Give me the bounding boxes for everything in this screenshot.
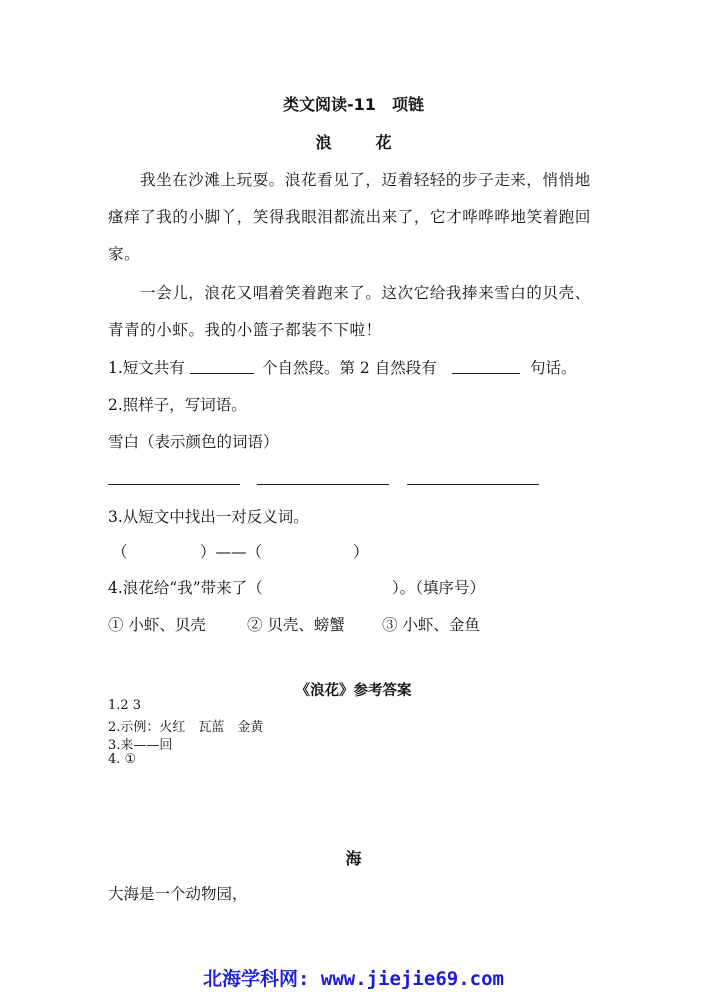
answer-line: 3.来——回	[108, 738, 173, 753]
q4-option-3[interactable]: ③ 小虾、金鱼	[382, 616, 480, 634]
passage-line: 青青的小虾。我的小篮子都装不下啦！	[108, 321, 382, 339]
q3-close-paren: ）	[353, 543, 369, 561]
q2-blank-1[interactable]	[108, 484, 240, 485]
article-title: 浪 花	[315, 133, 406, 152]
q1-part3: 句话。	[530, 359, 577, 377]
footer-watermark[interactable]: 北海学科网: www.jiejie69.com	[203, 968, 504, 990]
passage-line: 瘙痒了我的小脚丫，笑得我眼泪都流出来了，它才哗哗哗地笑着跑回	[108, 208, 592, 226]
q1-part1: 1.短文共有	[108, 359, 185, 377]
next-article-title: 海	[345, 849, 362, 868]
answer-line: 2.示例：火红 瓦蓝 金黄	[108, 720, 264, 735]
answers-title: 《浪花》参考答案	[295, 683, 412, 699]
q4-option-2[interactable]: ② 贝壳、螃蟹	[247, 616, 345, 634]
q4-label: 4.浪花给“我”带来了（	[108, 579, 263, 597]
answer-line: 1.2 3	[108, 698, 142, 713]
q1-blank-2[interactable]	[452, 373, 520, 374]
q3-middle: ）——（	[200, 543, 263, 561]
q4-option-1[interactable]: ① 小虾、贝壳	[108, 616, 206, 634]
q2-label: 2.照样子，写词语。	[108, 396, 247, 414]
passage-line: 家。	[108, 245, 141, 263]
q2-blank-2[interactable]	[257, 484, 389, 485]
answer-line: 4. ①	[108, 752, 137, 767]
q1-blank-1[interactable]	[190, 373, 254, 374]
document-title: 类文阅读-11 项链	[283, 95, 424, 114]
passage-line: 我坐在沙滩上玩耍。浪花看见了，迈着轻轻的步子走来，悄悄地	[140, 171, 591, 189]
q2-blank-3[interactable]	[407, 484, 539, 485]
q2-example: 雪白（表示颜色的词语）	[108, 433, 279, 451]
q3-label: 3.从短文中找出一对反义词。	[108, 508, 309, 526]
next-article-line: 大海是一个动物园，	[108, 885, 248, 903]
q4-tail: ）。（填序号）	[392, 579, 486, 597]
q1-part2: 个自然段。第 2 自然段有	[262, 359, 437, 377]
passage-line: 一会儿，浪花又唱着笑着跑来了。这次它给我捧来雪白的贝壳、	[140, 284, 591, 302]
q3-open-paren: （	[112, 543, 128, 561]
